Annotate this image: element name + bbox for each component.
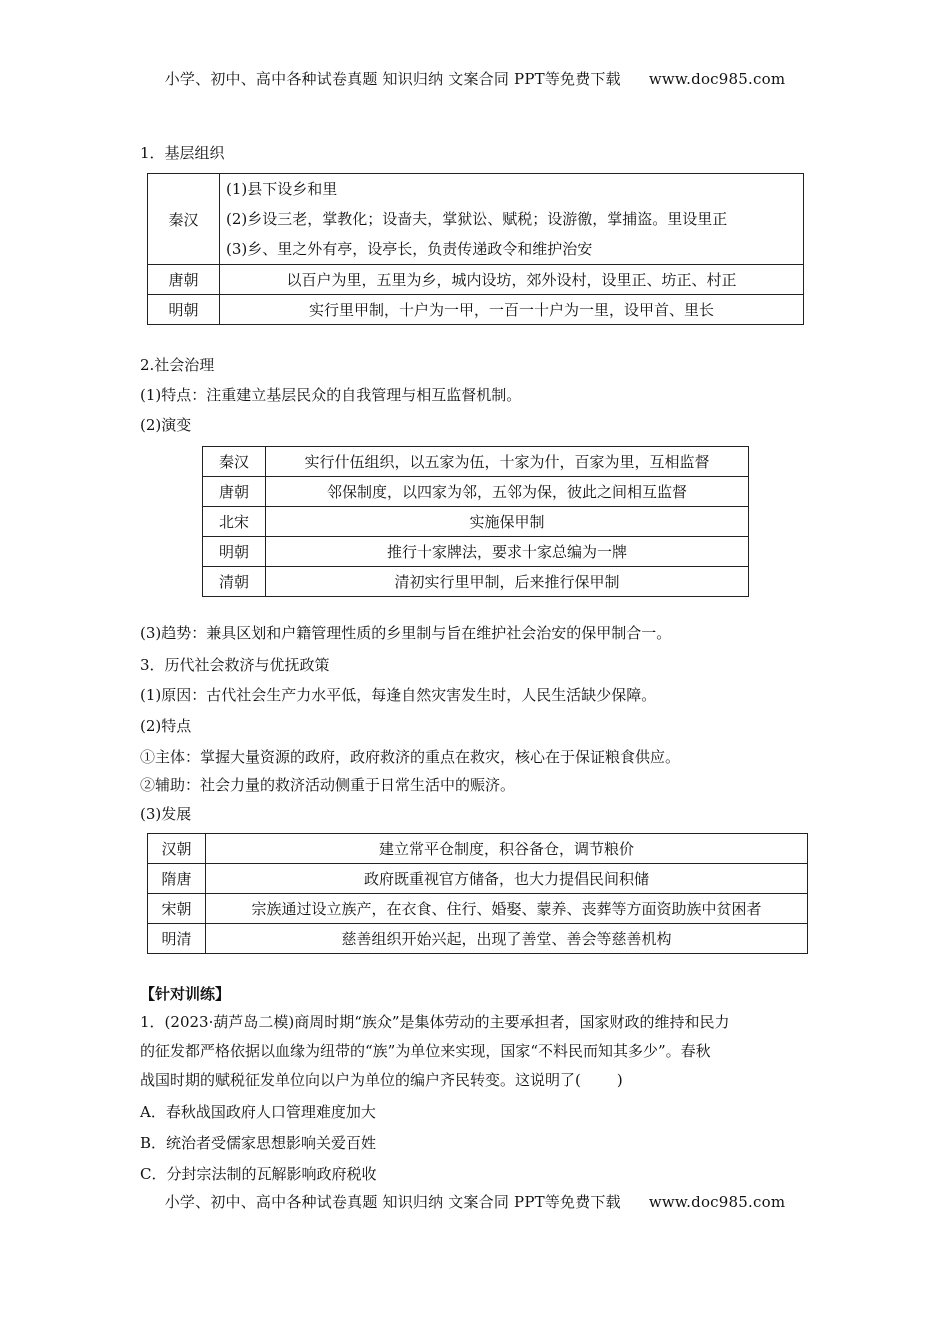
option-b[interactable]: B．统治者受儒家思想影响关爱百姓: [140, 1134, 377, 1152]
section3-main: ①主体：掌握大量资源的政府，政府救济的重点在救灾，核心在于保证粮食供应。: [140, 748, 681, 766]
table-row: [203, 507, 749, 537]
table-row: [148, 295, 804, 325]
question-line: 1．(2023·葫芦岛二模)商周时期“族众”是集体劳动的主要承担者，国家财政的维持和民力: [140, 1013, 730, 1031]
content-cell: 推行十家牌法，要求十家总编为一牌: [266, 537, 749, 567]
content-cell: 建立常平仓制度，积谷备仓，调节粮价: [206, 834, 808, 864]
era-cell: 唐朝: [148, 265, 220, 295]
header-site: www.doc985.com: [648, 70, 786, 88]
section3-dev: (3)发展: [140, 805, 192, 823]
governance-table: [202, 446, 749, 597]
content-cell: 邻保制度，以四家为邻，五邻为保，彼此之间相互监督: [266, 477, 749, 507]
question-line: 的征发都严格依据以血缘为纽带的“族”为单位来实现，国家“不料民而知其多少”。春秋: [140, 1042, 711, 1060]
table-row: [203, 537, 749, 567]
training-heading: 【针对训练】: [140, 985, 231, 1003]
table-row: [203, 567, 749, 597]
option-a[interactable]: A．春秋战国政府人口管理难度加大: [140, 1103, 376, 1121]
era-cell: 秦汉: [203, 447, 266, 477]
footer-text: 小学、初中、高中各种试卷真题 知识归纳 文案合同 PPT等免费下载: [164, 1193, 621, 1211]
section3-cause: (1)原因：古代社会生产力水平低，每逢自然灾害发生时，人民生活缺少保障。: [140, 686, 657, 704]
content-line: (3)乡、里之外有亭，设亭长，负责传递政令和维护治安: [226, 240, 593, 258]
section3-title: 3．历代社会救济与优抚政策: [140, 656, 330, 674]
table-row: [148, 834, 808, 864]
content-cell: 宗族通过设立族产，在衣食、住行、婚娶、蒙养、丧葬等方面资助族中贫困者: [206, 894, 808, 924]
question-text: 战国时期的赋税征发单位向以户为单位的编户齐民转变。这说明了(: [140, 1071, 581, 1089]
era-cell: 明朝: [148, 295, 220, 325]
era-cell: 隋唐: [148, 864, 206, 894]
content-line: (1)县下设乡和里: [226, 180, 338, 198]
content-cell: 实施保甲制: [266, 507, 749, 537]
section2-trend: (3)趋势：兼具区划和户籍管理性质的乡里制与旨在维护社会治安的保甲制合一。: [140, 624, 672, 642]
section3-aux: ②辅助：社会力量的救济活动侧重于日常生活中的赈济。: [140, 776, 516, 794]
era-cell: 明清: [148, 924, 206, 954]
era-cell: 北宋: [203, 507, 266, 537]
content-cell: 清初实行里甲制，后来推行保甲制: [266, 567, 749, 597]
content-cell: 以百户为里，五里为乡，城内设坊，郊外设村，设里正、坊正、村正: [220, 265, 804, 295]
answer-paren-close: ): [616, 1071, 623, 1089]
page-header: [0, 68, 950, 89]
era-cell: 汉朝: [148, 834, 206, 864]
section2-feature: (1)特点：注重建立基层民众的自我管理与相互监督机制。: [140, 386, 522, 404]
table-row: [148, 894, 808, 924]
table-row: [148, 174, 804, 265]
option-c[interactable]: C．分封宗法制的瓦解影响政府税收: [140, 1165, 377, 1183]
page-footer: [0, 1191, 950, 1212]
era-cell: 明朝: [203, 537, 266, 567]
table-row: [148, 265, 804, 295]
footer-site: www.doc985.com: [648, 1193, 786, 1211]
relief-table: [147, 833, 808, 954]
era-cell: 秦汉: [148, 174, 220, 265]
table-row: [148, 924, 808, 954]
content-cell: [220, 174, 804, 265]
era-cell: 唐朝: [203, 477, 266, 507]
section2-title: 2.社会治理: [140, 356, 215, 374]
section1-title: 1．基层组织: [140, 144, 225, 162]
table-row: [203, 477, 749, 507]
content-line: (2)乡设三老，掌教化；设啬夫，掌狱讼、赋税；设游徼，掌捕盗。里设里正: [226, 210, 728, 228]
section2-evolution: (2)演变: [140, 416, 192, 434]
question-line: [140, 1069, 623, 1091]
era-cell: 清朝: [203, 567, 266, 597]
table-row: [203, 447, 749, 477]
section3-feature: (2)特点: [140, 717, 192, 735]
content-cell: 政府既重视官方储备，也大力提倡民间积储: [206, 864, 808, 894]
content-cell: 慈善组织开始兴起，出现了善堂、善会等慈善机构: [206, 924, 808, 954]
header-text: 小学、初中、高中各种试卷真题 知识归纳 文案合同 PPT等免费下载: [164, 70, 621, 88]
table-row: [148, 864, 808, 894]
grassroots-table: [147, 173, 804, 325]
content-cell: 实行里甲制，十户为一甲，一百一十户为一里，设甲首、里长: [220, 295, 804, 325]
era-cell: 宋朝: [148, 894, 206, 924]
content-cell: 实行什伍组织，以五家为伍，十家为什，百家为里，互相监督: [266, 447, 749, 477]
